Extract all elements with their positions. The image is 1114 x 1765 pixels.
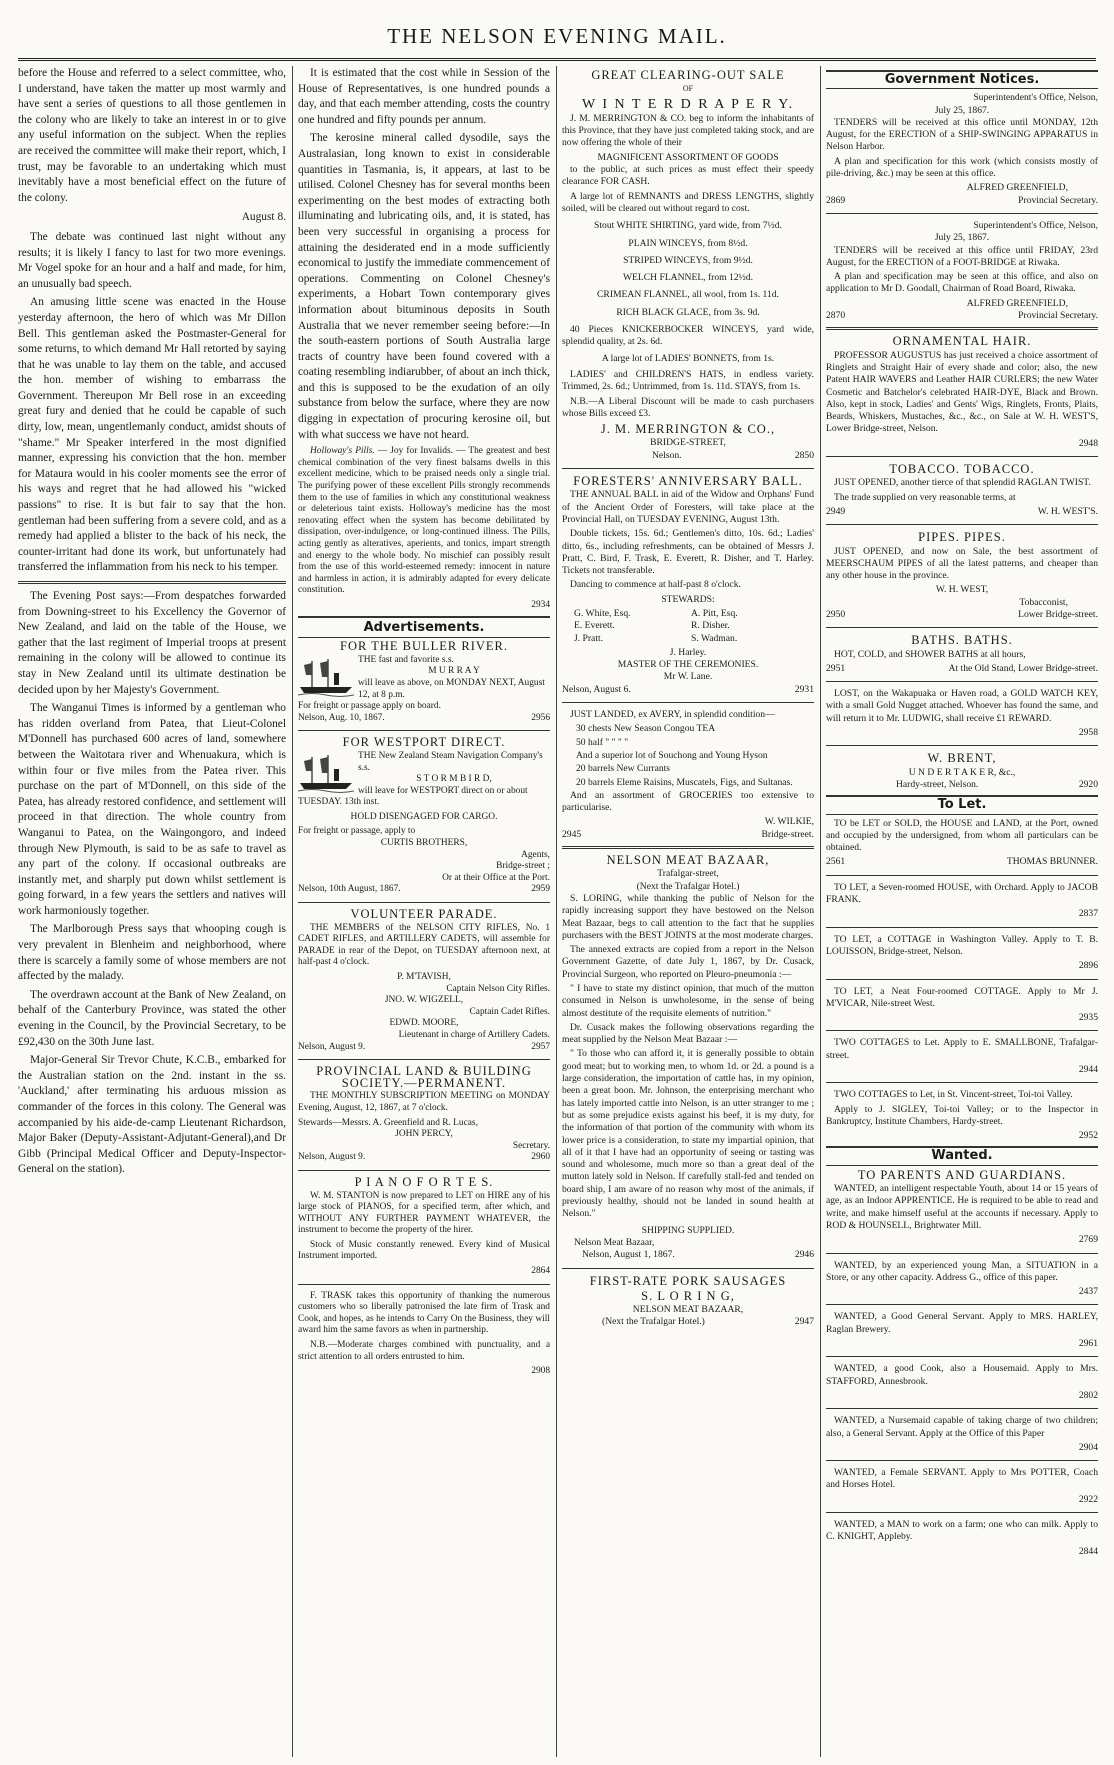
ad-address: Nelson Meat Bazaar, (574, 1236, 655, 1248)
ad-subheading: U N D E R T A K E R, &c., (908, 766, 1016, 778)
ad-number: 2908 (531, 1366, 550, 1377)
ad-line: THE fast and favorite s.s. (358, 654, 454, 665)
ad-text: TENDERS will be received at this office until MONDAY, 12th August, for the ERECTION of a SHIP-SWINGING APPARATUS in Nelson Harbor. (826, 116, 1098, 153)
divider (298, 1284, 550, 1285)
wanted-apprentice (826, 1169, 1098, 1247)
ad-line: SHIPPING SUPPLIED. (641, 1224, 735, 1236)
ad-text: PROFESSOR AUGUSTUS has just received a choice assortment of Ringlets and Straight Hair of every shade and color; also, the new Patent HAIR WAVERS and Leather HAIR CURLERS; the new Water Cosmetic and Batchelor's celebrated HAIR-DYE, Black and Brown. Also, kept in stock, Ladies' and Gents' Wigs, Ringlets, Fronts, Plaits, Beards, Whiskers, Mustaches, &c., &c., on Sale at W. H. WEST'S, Lower Bridge-street, Nelson. (826, 349, 1098, 435)
ad-number: 2947 (794, 1316, 814, 1328)
ad-footer (298, 1152, 550, 1164)
news-paragraph: before the House and referred to a select committee, who, I understand, have taken the matter up most warmly and have sent a series of questions to all those gentlemen in the colony who are likely to take an interest in or to give any useful information on the subject. When the replies are received the committee will make their report, which, I trust, may be favorable to an undertaking which must inevitably have a most beneficial effect on the future of the colony. (18, 67, 286, 204)
column-news-1 (18, 66, 293, 1757)
ad-signature: Captain Nelson City Rifles. (446, 983, 550, 994)
ad-footer (562, 450, 814, 462)
ad-number: 2920 (1078, 778, 1098, 790)
to-let-two-cottages-st-vincent (826, 1089, 1098, 1142)
ad-signature: Provincial Secretary. (1018, 310, 1098, 322)
ad-text: TO be LET or SOLD, the HOUSE and LAND, at the Port, owned and occupied by the undersigned, from whom all particulars can be obtained. (826, 817, 1098, 854)
to-let-four-roomed (826, 986, 1098, 1025)
wanted-nursemaid (826, 1415, 1098, 1454)
divider (298, 1059, 550, 1060)
steward-name: S. Wadman. (691, 632, 738, 644)
ad-text: WANTED, a good Cook, also a Housemaid. Apply to Mrs. STAFFORD, Annesbrook. (826, 1363, 1098, 1387)
ad-number: 2959 (531, 884, 550, 895)
divider (298, 730, 550, 731)
ad-number: 2931 (794, 683, 814, 695)
wanted-farm-man (826, 1519, 1098, 1558)
ad-text: HOT, COLD, and SHOWER BATHS at all hours, (834, 648, 1026, 660)
ad-signature: EDWD. MOORE, (389, 1018, 459, 1029)
ad-footer (582, 1249, 814, 1261)
ad-number: 2957 (531, 1041, 550, 1052)
ad-signature: JOHN PERCY, (395, 1129, 453, 1140)
trask-advert (298, 1291, 550, 1378)
divider (826, 1030, 1098, 1031)
sale-item: CRIMEAN FLANNEL, all wool, from 1s. 11d. (597, 289, 779, 301)
ad-signature: Bridge-street. (761, 828, 814, 840)
ad-text: Double tickets, 15s. 6d.; Gentlemen's ditto, 10s. 6d.; Ladies' ditto, 6s., including refreshments, can be obtained of Messrs J. Pratt, C. Bird, F. Trask, E. Everett, R. Disher, and T. Harley. Tickets not transferable. (562, 528, 814, 577)
ad-number: 2960 (531, 1152, 550, 1163)
ad-number: 2946 (794, 1249, 814, 1261)
ad-text: S. LORING, while thanking the public of Nelson for the rapidly increasing support they have bestowed on the Nelson Meat Bazaar, begs to call attention to the fact that he supplies purchasers with the BEST JOINTS at the most moderate charges. (562, 892, 814, 941)
gov-notice-foot-bridge (826, 220, 1098, 322)
divider (826, 927, 1098, 928)
ad-signature: JNO. W. WIGZELL, (384, 995, 464, 1006)
sale-item: PLAIN WINCEYS, from 8½d. (628, 237, 748, 249)
ad-number: 2944 (1078, 1064, 1098, 1075)
ad-line: will leave for WESTPORT direct on or about TUESDAY. 13th inst. (298, 785, 528, 808)
masthead (0, 0, 1114, 64)
divider (298, 1170, 550, 1171)
column-adverts-3 (562, 66, 821, 1757)
undertaker-advert (826, 752, 1098, 791)
ad-text: to the public, at such prices as must effect their speedy clearance FOR CASH. (562, 164, 814, 188)
buller-advert (298, 641, 550, 724)
news-paragraph: The kerosine mineral called dysodile, says the Australasian, long known to exist in considerable quantities in Tasmania, is, it appears, at last to be utilised. Colonel Chesney has for several months been experimenting on the best modes of extracting both illuminating and lubricating oils, and, it is stated, has been very successful in organising a process for attaining the desiderated end in a mode sufficiently economical to justify the immediate commencement of operations. Commenting on Colonel Chesney's experiments, a Hobart Town contemporary gives information about bituminous deposits in South Australia that we never remember seeing before:—In the south-eastern portions of South Australia large tracts of country have been found covered with a coating resembling indiarubber, of about an inch thick, and this is supposed to be the exudation of an oily substance from below the surface, where they are now digging in expectation of procuring kerosine oil, but with what success we have not heard. (298, 132, 550, 441)
landed-item: And a superior lot of Souchong and Young Hyson (576, 749, 768, 761)
ad-footer (562, 1316, 814, 1328)
ad-footer (562, 829, 814, 841)
ad-number: 2864 (531, 1266, 550, 1277)
divider (826, 1253, 1098, 1254)
ad-heading: VOLUNTEER PARADE. (350, 907, 498, 922)
ad-number: 2844 (1078, 1545, 1098, 1557)
baths-advert (826, 634, 1098, 675)
divider (826, 456, 1098, 457)
news-paragraph: The Evening Post says:—From despatches forwarded from Downing-street to his Excellency the Governor of New Zealand, and laid on the table of the House, we gather that the last regiment of Imperial troops at present remaining in the colony will be allowed to continue its stay in New Zealand until its ultimate destination be decided upon by her Majesty's Government. (18, 590, 286, 696)
holloway-text: — Joy for Invalids. — The greatest and best chemical combination of the very finest balsams dwells in this excellent medicine, which to be praised needs only a single trial. The purifying power of these excellent Pills strongly recommends them to the use of families in which any constitutional weakness or deleterious taint exists. Holloway's medicine has the most renovating effect when the system has become debilitated by dissipation, over-indulgence, or long-continued illness. The Pills, acting gently as alteratives, aperients, and tonics, impart strength and energy to the whole body. No mischief can possibly result from the use of this world-esteemed remedy: innocent in nature and harmless in action, it is admirably adapted for every delicate constitution. (298, 446, 550, 596)
wanted-female-servant (826, 1467, 1098, 1506)
ad-signature: Captain Cadet Rifles. (469, 1006, 550, 1017)
holloway-advert (298, 446, 550, 597)
ad-text: " I have to state my distinct opinion, that much of the mutton consumed in Nelson is unwholesome, in the sense of being almost destitute of the requisite elements of nutrition." (562, 983, 814, 1019)
westport-advert (298, 737, 550, 896)
notice-office: Superintendent's Office, Nelson, (973, 92, 1098, 104)
ad-text: WANTED, by an experienced young Man, a SITUATION in a Store, or any other capacity. Address G., office of this paper. (826, 1259, 1098, 1283)
stewards-list (574, 608, 802, 645)
ad-text: THE MEMBERS of the NELSON CITY RIFLES, No. 1 CADET RIFLES, and ARTILLERY CADETS, will assemble for PARADE in rear of the Depot, on TUESDAY afternoon next, at half-past 4 o'clock. (298, 922, 550, 968)
ad-address: At the Old Stand, Lower Bridge-street. (948, 662, 1098, 674)
ad-text: And an assortment of GROCERIES too extensive to particularise. (562, 789, 814, 814)
ad-text: Dr. Cusack makes the following observations regarding the meat supplied by the Nelson Meat Bazaar :— (562, 1021, 814, 1046)
column-news-2 (298, 66, 557, 1757)
ad-number: 2904 (1078, 1441, 1098, 1453)
wanted-general-servant (826, 1311, 1098, 1350)
to-let-cottage-washington (826, 934, 1098, 973)
divider (826, 213, 1098, 214)
ad-heading: FOR WESTPORT DIRECT. (342, 735, 506, 750)
ad-number: 2934 (531, 599, 550, 610)
divider (18, 581, 286, 584)
divider (826, 745, 1098, 746)
landed-item: 50 half " " " " (576, 736, 629, 748)
ad-line: For freight or passage, apply to (298, 826, 416, 837)
divider (826, 524, 1098, 525)
foresters-ball-advert (562, 475, 814, 696)
ad-agent: Bridge-street ; (496, 861, 550, 872)
landed-item: 20 barrels New Currants (576, 763, 671, 775)
pipes-advert (826, 531, 1098, 621)
volunteer-advert (298, 909, 550, 1053)
news-paragraph: The debate was continued last night without any results; it is likely I fancy to last for two more evenings. Mr Vogel spoke for an hour and a half and made, for him, an unusually bad speech. (18, 230, 286, 290)
divider (562, 846, 814, 849)
ad-heading: ORNAMENTAL HAIR. (892, 334, 1032, 349)
steward-name: R. Disher. (691, 620, 730, 632)
ad-signature: J. M. MERRINGTON & CO., (600, 422, 776, 437)
meat-bazaar-advert (562, 854, 814, 1262)
ad-number: 2837 (1078, 908, 1098, 920)
notice-date: July 25, 1867. (934, 232, 990, 244)
ad-heading: NELSON MEAT BAZAAR, (606, 853, 770, 868)
ad-number: 2561 (826, 856, 846, 868)
ad-text: THE ANNUAL BALL in aid of the Widow and Orphans' Fund of the Ancient Order of Foresters, will take place at the Provincial Hall, on TUESDAY EVENING, August 13th. (562, 489, 814, 525)
ad-text: The annexed extracts are copied from a report in the Nelson Government Gazette, of date July 1, 1867, by Dr. Cusack, Provincial Surgeon, who reported on Pleuro-pneumonia :— (562, 944, 814, 980)
tobacco-advert (826, 463, 1098, 518)
sale-item: RICH BLACK GLACE, from 3s. 9d. (616, 306, 760, 318)
gov-notice-ship-swinging (826, 92, 1098, 207)
ad-footer (826, 609, 1098, 621)
steward-name: A. Pitt, Esq. (691, 607, 738, 619)
ad-address: Hardy-street, Nelson. (896, 778, 979, 790)
divider (826, 627, 1098, 628)
ad-footer (826, 856, 1098, 868)
ad-heading: TOBACCO. TOBACCO. (889, 462, 1035, 477)
ad-signature: S. L O R I N G, (641, 1288, 735, 1303)
landed-item: 20 barrels Eleme Raisins, Muscatels, Figs, and Sultanas. (576, 776, 793, 788)
ad-signature: ALFRED GREENFIELD, (966, 182, 1068, 194)
ad-address: NELSON MEAT BAZAAR, (632, 1304, 744, 1316)
ad-footer (826, 506, 1098, 518)
ad-number: 2950 (826, 608, 846, 620)
news-paragraph: The Marlborough Press says that whooping cough is very prevalent in Blenheim and neighborhood, where there is scarcely a family some of whose members are not affected by the malady. (18, 923, 286, 983)
to-let-two-cottages (826, 1037, 1098, 1076)
stewards-heading: STEWARDS: (661, 593, 715, 605)
advertisements-header: Advertisements. (298, 616, 550, 639)
divider (826, 1304, 1098, 1305)
wanted-header: Wanted. (826, 1146, 1098, 1165)
steward-name: J. Harley. (669, 646, 707, 658)
ad-footer (826, 779, 1098, 791)
master-label: MASTER OF THE CEREMONIES. (617, 659, 759, 671)
ad-text: TENDERS will be received at this office until FRIDAY, 23rd August, for the ERECTION of a FOOT-BRIDGE at Riwaka. (826, 244, 1098, 268)
divider (562, 468, 814, 469)
ad-footer (826, 663, 1098, 675)
ship-name: S T O R M B I R D, (416, 774, 492, 785)
government-notices-header: Government Notices. (826, 70, 1098, 89)
ad-number: 2896 (1078, 960, 1098, 972)
pork-sausages-advert (562, 1275, 814, 1329)
ad-text: TO LET, a Seven-roomed HOUSE, with Orchard. Apply to JACOB FRANK. (826, 881, 1098, 906)
ad-number: 2956 (531, 712, 550, 723)
divider (826, 979, 1098, 980)
notice-office: Superintendent's Office, Nelson, (973, 219, 1098, 231)
column-adverts-4 (826, 66, 1098, 1757)
news-paragraph: The Wanganui Times is informed by a gentleman who has ridden overland from Patea, that Lieut-Colonel M'Donnell has purchased 600 acres of land, somewhere between the Waitotara river and Whenuakura, which is within four or five miles from the Patea river. This purchase on the part of M'Donnell, on this side of the Patea, has already restored confidence, and settlement will proceed in that direction. The whole country from Wanganui to Patea, on the Waingongoro, and indeed through New Plymouth, is said to be as safe to travel as any part of the colony. If occasional outbreaks are instantly met, and sharply put down whilst settlement is going forward, in a few years the settlers and natives will work harmoniously together. (18, 702, 286, 917)
ad-signature: Secretary. (512, 1140, 550, 1151)
ad-date: Nelson, August 1, 1867. (582, 1249, 675, 1261)
ad-signature: W. H. WEST'S. (1037, 505, 1098, 517)
ad-date: Nelson, Aug. 10, 1867. (298, 712, 385, 723)
newspaper-title: THE NELSON EVENING MAIL. (387, 24, 727, 48)
ad-number: 2769 (1078, 1234, 1098, 1246)
ad-number: 2437 (1078, 1286, 1098, 1298)
ad-signature: Tobacconist, (1019, 596, 1068, 608)
ad-text: TO LET, a Neat Four-roomed COTTAGE. Apply to Mr J. M'VICAR, Nile-street West. (826, 985, 1098, 1009)
ad-date: Nelson, August 6. (562, 683, 631, 695)
ad-text: F. TRASK takes this opportunity of thanking the numerous customers who so liberally patronised the late firm of Trask and Cook, and hopes, as he intends to Carry On the Business, they will award him the same favors as when in partnership. (298, 1290, 550, 1336)
steamship-icon (298, 657, 354, 697)
landed-item: 30 chests New Season Congou TEA (576, 723, 716, 735)
ad-text: Stock of Music constantly renewed. Every kind of Musical Instrument imported. (298, 1239, 550, 1262)
ad-heading: OF (682, 84, 694, 94)
sale-item: A large lot of LADIES' BONNETS, from 1s. (601, 352, 775, 364)
ad-text: N.B.—A Liberal Discount will be made to cash purchasers whose Bills exceed £3. (562, 395, 814, 419)
ad-line: Stewards—Messrs. A. Greenfield and R. Lucas, (298, 1117, 478, 1128)
ad-text: A plan and specification for this work (which consists mostly of pile-driving, &c.) may be seen at this office. (826, 155, 1098, 180)
ad-text: A plan and specification may be seen at this office, and also on application to Mr D. Goodall, Chairman of Road Board, Riwaka. (826, 271, 1098, 295)
ad-number: 2951 (826, 662, 846, 674)
divider (562, 702, 814, 703)
sale-item: WELCH FLANNEL, from 12½d. (622, 272, 754, 284)
news-paragraph: An amusing little scene was enacted in the House yesterday afternoon, the hero of which was Mr Dillon Bell. This gentleman asked the Postmaster-General for some returns, to which demand Mr Hall retorted by saying that he was unable to lay them on the table, and accused the hon. member of wishing to embarrass the Government. Thereupon Mr Bell rose in an exceeding great fury and denied that he could be capable of such dirty, low, mean, ungentlemanly conduct, amidst shouts of "shame." Mr Speaker interfered in the most dignified manner, expressing his conviction that the hon. member for Mataura would in his cooler moments see the error of his ways and regret that he had allowed his "wicked passions" to rise. It is but fair to say that the hon. gentleman had been suffering from a severe cold, and as a remedy had applied a blister to the back of his neck, the counter-irritant had done its work, but unfortunately had transferred the inflammation from his neck to his temper. (18, 296, 286, 574)
ad-subheading: Trafalgar-street, (657, 868, 719, 880)
ad-footer (298, 884, 550, 896)
ad-address: (Next the Trafalgar Hotel.) (602, 1316, 705, 1328)
ad-footer (562, 684, 814, 696)
divider (826, 1356, 1098, 1357)
steward-name: G. White, Esq. (574, 607, 631, 619)
ad-number: 2961 (1078, 1338, 1098, 1350)
ad-text: TWO COTTAGES to Let, in St. Vincent-street, Toi-toi Valley. (834, 1089, 1073, 1101)
ad-number: 2949 (826, 505, 846, 517)
ad-agent: Or at their Office at the Port. (442, 872, 550, 883)
clearing-sale-advert (562, 69, 814, 462)
ad-heading: W. BRENT, (927, 751, 997, 766)
ad-heading: PROVINCIAL LAND & BUILDING SOCIETY.—PERMANENT. (316, 1064, 532, 1090)
wanted-situation (826, 1260, 1098, 1299)
ad-signature: W. H. WEST, (935, 584, 989, 596)
ship-name: M U R R A Y (428, 666, 480, 677)
ad-number: 2869 (826, 194, 846, 206)
ad-subheading: (Next the Trafalgar Hotel.) (636, 880, 740, 892)
to-let-seven-roomed (826, 882, 1098, 921)
to-let-header: To Let. (826, 795, 1098, 814)
wanted-cook (826, 1363, 1098, 1402)
ad-heading: FIRST-RATE PORK SAUSAGES (589, 1273, 787, 1288)
divider (826, 1460, 1098, 1461)
ad-line: will leave as above, on MONDAY NEXT, August 12, at 8 p.m. (358, 677, 545, 700)
notice-date: July 25, 1867. (934, 104, 990, 116)
ad-number: 2935 (1078, 1012, 1098, 1024)
steamship-icon (298, 753, 354, 793)
ad-text: N.B.—Moderate charges combined with punctuality, and a strict attention to all orders entrusted to him. (298, 1340, 550, 1362)
sale-item: LADIES' and CHILDREN'S HATS, in endless variety. Trimmed, 2s. 6d.; Untrimmed, from 1s. 11d. STAYS, from 1s. (562, 368, 814, 393)
ad-text: TWO COTTAGES to Let. Apply to E. SMALLBONE, Trafalgar-street. (826, 1037, 1098, 1061)
ad-number: 2922 (1078, 1493, 1098, 1505)
ad-signature: P. M'TAVISH, (397, 972, 451, 982)
ad-text: WANTED, an intelligent respectable Youth, about 14 or 15 years of age, as an Indoor APPRENTICE. He is required to be able to read and write, and make himself useful at the accounts if necessary. Apply to ROD & HOUNSELL, Brightwater Mill. (826, 1183, 1098, 1231)
news-paragraph: It is estimated that the cost while in Session of the House of Representatives, is one hundred pounds a day, and that each member attending, costs the country one hundred and fifty pounds per annum. (298, 67, 550, 126)
just-landed-advert (562, 709, 814, 841)
masthead-rule (18, 58, 1096, 61)
ad-text: JUST OPENED, another tierce of that splendid RAGLAN TWIST. (834, 477, 1091, 489)
ad-signature: THOMAS BRUNNER. (1006, 856, 1098, 868)
ad-text: J. M. MERRINGTON & CO. beg to inform the inhabitants of this Province, that they have just completed taking stock, and are now offering the whole of their (562, 112, 814, 149)
ad-text: JUST LANDED, ex AVERY, in splendid condition— (570, 709, 775, 721)
ad-text: LOST, on the Wakapuaka or Haven road, a GOLD WATCH KEY, with a small Gold Nugget attached. Whoever has found the same, and will return it to Mr. LUDWIG, shall receive £1 REWARD. (826, 688, 1098, 724)
ad-number: 2870 (826, 310, 846, 322)
land-society-advert (298, 1066, 550, 1164)
ad-text: Dancing to commence at half-past 8 o'clock. (570, 579, 741, 591)
ad-footer (298, 1042, 550, 1054)
ad-heading: BATHS. BATHS. (911, 633, 1013, 648)
pianofortes-advert (298, 1174, 550, 1278)
divider (826, 1082, 1098, 1083)
ad-text: " To those who can afford it, it is generally possible to obtain good meat; but to working men, to whom 1d. or 2d. a pound is a large consideration, the importation of cattle has, in my opinion, been a great boon. Mr. Johnson, the enterprising merchant who has lately imported cattle into Nelson, is an utter stranger to me ; but as some prejudice exists against his beef, it is my duty, for the information of that portion of the community with whom its lower price is a consideration, to state my impartial opinion, that all of it that I have had an opportunity of seeing or tasting was sound and wholesome, much more so than a great deal of the mutton lately sold in Nelson. If carefully stall-fed and tended on board ship, I am aware of no reason why most of the animals, if previously healthy, should not be landed in sound health at Nelson." (562, 1048, 814, 1220)
ad-heading: PIPES. PIPES. (918, 530, 1006, 545)
ad-agent: CURTIS BROTHERS, (380, 838, 468, 849)
ornamental-hair-advert (826, 335, 1098, 450)
ad-heading: FORESTERS' ANNIVERSARY BALL. (573, 474, 803, 489)
ad-agent: Agents, (521, 849, 550, 860)
ad-text: A large lot of REMNANTS and DRESS LENGTHS, slightly soiled, will be cleared out without regard to cost. (562, 190, 814, 214)
ad-signature: Lieutenant in charge of Artillery Cadets. (398, 1029, 550, 1040)
ad-number: 2952 (1078, 1130, 1098, 1142)
news-paragraph: The overdrawn account at the Bank of New Zealand, on behalf of the Canterbury Province, was stated the other evening in the Council, by the Provincial Secretary, to be £92,430 on the 30th June last. (18, 988, 286, 1048)
ad-line: MAGNIFICENT ASSORTMENT OF GOODS (597, 151, 779, 163)
divider (562, 1268, 814, 1269)
ad-heading: GREAT CLEARING-OUT SALE (591, 68, 785, 82)
ad-number: 2958 (1078, 727, 1098, 739)
ad-footer (826, 310, 1098, 322)
divider (826, 327, 1098, 330)
ad-number: 2850 (794, 449, 814, 461)
master-name: Mr W. Lane. (663, 671, 713, 683)
steward-name: J. Pratt. (574, 632, 604, 644)
ad-text: THE MONTHLY SUBSCRIPTION MEETING on MONDAY Evening, August, 12, 1867, at 7 o'clock. (298, 1091, 550, 1113)
ad-line: THE New Zealand Steam Navigation Company's s.s. (358, 750, 543, 773)
ad-footer (298, 713, 550, 725)
ad-number: 2802 (1078, 1389, 1098, 1401)
ad-heading: P I A N O F O R T E S. (354, 1174, 494, 1189)
news-paragraph: Major-General Sir Trevor Chute, K.C.B., embarked for the Australian station on the 2nd. instant in the ss. 'Auckland,' after terminating his arduous mission as commander of the forces in this colony. The General was accompanied by his aide-de-camp Lieutenant Richardson, Major Baker (Deputy-Assistant-Adjutant-General),and Dr Gibb (Principal Medical Officer and Deputy-Inspector-General on the station). (18, 1054, 286, 1176)
ad-text: WANTED, a MAN to work on a farm; one who can milk. Apply to C. KNIGHT, Appleby. (826, 1519, 1098, 1543)
ad-number: 2945 (562, 828, 582, 840)
divider (826, 1512, 1098, 1513)
divider (826, 681, 1098, 682)
ad-place: Nelson. (652, 449, 682, 461)
ad-signature: W. WILKIE, (764, 816, 814, 828)
ad-date: Nelson, August 9. (298, 1152, 366, 1163)
sale-item: STRIPED WINCEYS, from 9½d. (623, 254, 753, 266)
ad-text: WANTED, a Nursemaid capable of taking charge of two children; also, a General Servant. Apply at the Office of this Paper (826, 1415, 1098, 1439)
ad-text: WANTED, a Female SERVANT. Apply to Mrs POTTER, Coach and Horses Hotel. (826, 1467, 1098, 1491)
ad-text: Apply to J. SIGLEY, Toi-toi Valley; or to the Inspector in Bankruptcy, Institute Chambers, Hardy-street. (826, 1103, 1098, 1127)
ad-line: For freight or passage apply on board. (298, 701, 441, 712)
ad-heading: FOR THE BULLER RIVER. (340, 639, 508, 654)
ad-line: HOLD DISENGAGED FOR CARGO. (350, 811, 498, 822)
lost-watch-key-advert (826, 688, 1098, 739)
ad-text: TO LET, a COTTAGE in Washington Valley. Apply to T. B. LOUISSON, Bridge-street, Nelson. (826, 933, 1098, 957)
ad-signature: ALFRED GREENFIELD, (966, 297, 1068, 309)
ad-footer (826, 195, 1098, 207)
divider (826, 875, 1098, 876)
ad-address: Lower Bridge-street. (1018, 608, 1098, 620)
ad-text: The trade supplied on very reasonable terms, at (834, 491, 1016, 503)
sale-item: 40 Pieces KNICKERBOCKER WINCEYS, yard wide, splendid quality, at 2s. 6d. (562, 324, 814, 348)
ad-heading: TO PARENTS AND GUARDIANS. (857, 1167, 1067, 1182)
to-let-house-land (826, 818, 1098, 869)
ad-text: W. M. STANTON is now prepared to LET on HIRE any of his large stock of PIANOS, for a specified term, after which, and WITHOUT ANY FURTHER PAYMENT WHATEVER, the instrument to become the property of the hirer. (298, 1190, 550, 1236)
dateline: August 8. (241, 211, 286, 224)
ad-signature: Provincial Secretary. (1018, 194, 1098, 206)
divider (826, 1408, 1098, 1409)
sale-item: Stout WHITE SHIRTING, yard wide, from 7½d. (594, 220, 782, 232)
holloway-title: Holloway's Pills. (310, 446, 375, 457)
divider (298, 902, 550, 903)
ad-date: Nelson, 10th August, 1867. (298, 884, 401, 895)
steward-name: E. Everett. (574, 620, 615, 632)
ad-text: JUST OPENED, and now on Sale, the best assortment of MEERSCHAUM PIPES of all the latest patterns, and cheaper than any other house in the province. (826, 545, 1098, 582)
ad-heading: W I N T E R D R A P E R Y. (581, 96, 795, 112)
ad-text: WANTED, a Good General Servant. Apply to MRS. HARLEY, Raglan Brewery. (826, 1311, 1098, 1335)
ad-number: 2948 (1078, 437, 1098, 449)
ad-date: Nelson, August 9. (298, 1041, 366, 1052)
ad-address: BRIDGE-STREET, (650, 437, 726, 449)
